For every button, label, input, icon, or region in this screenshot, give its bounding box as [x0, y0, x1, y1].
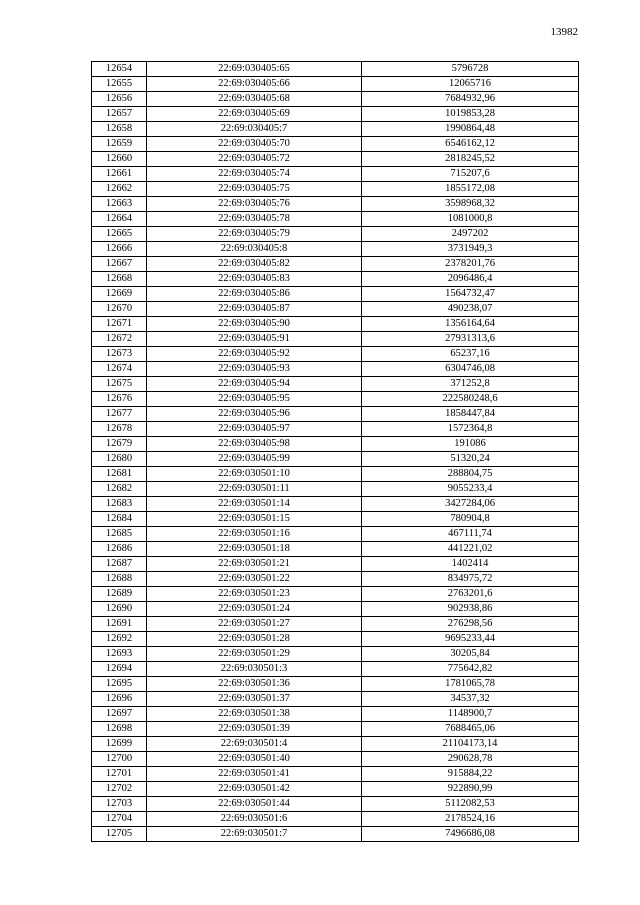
table-row: [92, 122, 579, 137]
row-number-cell: 12704: [92, 812, 147, 827]
cadastral-number-cell: 22:69:030405:82: [147, 257, 362, 272]
row-number-cell: 12694: [92, 662, 147, 677]
row-number-cell: 12705: [92, 827, 147, 842]
row-number-cell: 12697: [92, 707, 147, 722]
cadastral-number-cell: 22:69:030501:28: [147, 632, 362, 647]
value-cell: 288804,75: [362, 467, 579, 482]
value-cell: 1402414: [362, 557, 579, 572]
table-row: [92, 77, 579, 92]
cadastral-number-cell: 22:69:030501:7: [147, 827, 362, 842]
value-cell: 9055233,4: [362, 482, 579, 497]
cadastral-number-cell: 22:69:030501:42: [147, 782, 362, 797]
table-row: [92, 632, 579, 647]
value-cell: 27931313,6: [362, 332, 579, 347]
table-row: [92, 152, 579, 167]
table-row: [92, 467, 579, 482]
value-cell: 780904,8: [362, 512, 579, 527]
value-cell: 1019853,28: [362, 107, 579, 122]
value-cell: 1990864,48: [362, 122, 579, 137]
table-row: [92, 767, 579, 782]
value-cell: 1572364,8: [362, 422, 579, 437]
value-cell: 2763201,6: [362, 587, 579, 602]
table-row: [92, 287, 579, 302]
cadastral-number-cell: 22:69:030501:16: [147, 527, 362, 542]
cadastral-number-cell: 22:69:030405:96: [147, 407, 362, 422]
table-row: [92, 167, 579, 182]
table-row: [92, 272, 579, 287]
row-number-cell: 12670: [92, 302, 147, 317]
table-body: [92, 62, 579, 842]
row-number-cell: 12684: [92, 512, 147, 527]
row-number-cell: 12693: [92, 647, 147, 662]
table-row: [92, 482, 579, 497]
row-number-cell: 12662: [92, 182, 147, 197]
table-row: [92, 257, 579, 272]
table-row: [92, 452, 579, 467]
table-row: [92, 317, 579, 332]
cadastral-number-cell: 22:69:030405:98: [147, 437, 362, 452]
row-number-cell: 12658: [92, 122, 147, 137]
table-row: [92, 662, 579, 677]
row-number-cell: 12671: [92, 317, 147, 332]
row-number-cell: 12687: [92, 557, 147, 572]
value-cell: 290628,78: [362, 752, 579, 767]
row-number-cell: 12673: [92, 347, 147, 362]
value-cell: 1858447,84: [362, 407, 579, 422]
table-row: [92, 692, 579, 707]
cadastral-number-cell: 22:69:030405:66: [147, 77, 362, 92]
value-cell: 2497202: [362, 227, 579, 242]
value-cell: 3427284,06: [362, 497, 579, 512]
table-row: [92, 827, 579, 842]
row-number-cell: 12701: [92, 767, 147, 782]
cadastral-number-cell: 22:69:030405:68: [147, 92, 362, 107]
value-cell: 922890,99: [362, 782, 579, 797]
cadastral-number-cell: 22:69:030501:38: [147, 707, 362, 722]
row-number-cell: 12674: [92, 362, 147, 377]
value-cell: 6546162,12: [362, 137, 579, 152]
table-row: [92, 362, 579, 377]
row-number-cell: 12686: [92, 542, 147, 557]
value-cell: 5796728: [362, 62, 579, 77]
value-cell: 902938,86: [362, 602, 579, 617]
row-number-cell: 12661: [92, 167, 147, 182]
cadastral-number-cell: 22:69:030501:3: [147, 662, 362, 677]
cadastral-value-table: [91, 61, 579, 842]
value-cell: 467111,74: [362, 527, 579, 542]
cadastral-number-cell: 22:69:030501:27: [147, 617, 362, 632]
table-row: [92, 797, 579, 812]
table-row: [92, 182, 579, 197]
table-row: [92, 227, 579, 242]
row-number-cell: 12683: [92, 497, 147, 512]
table-row: [92, 347, 579, 362]
row-number-cell: 12680: [92, 452, 147, 467]
value-cell: 490238,07: [362, 302, 579, 317]
table-row: [92, 587, 579, 602]
value-cell: 2378201,76: [362, 257, 579, 272]
cadastral-number-cell: 22:69:030405:72: [147, 152, 362, 167]
cadastral-number-cell: 22:69:030501:14: [147, 497, 362, 512]
row-number-cell: 12657: [92, 107, 147, 122]
value-cell: 715207,6: [362, 167, 579, 182]
row-number-cell: 12700: [92, 752, 147, 767]
cadastral-number-cell: 22:69:030405:86: [147, 287, 362, 302]
row-number-cell: 12672: [92, 332, 147, 347]
row-number-cell: 12654: [92, 62, 147, 77]
cadastral-number-cell: 22:69:030501:39: [147, 722, 362, 737]
cadastral-number-cell: 22:69:030405:7: [147, 122, 362, 137]
cadastral-number-cell: 22:69:030405:8: [147, 242, 362, 257]
cadastral-number-cell: 22:69:030501:44: [147, 797, 362, 812]
table-row: [92, 422, 579, 437]
table-row: [92, 572, 579, 587]
row-number-cell: 12699: [92, 737, 147, 752]
table-row: [92, 137, 579, 152]
table-row: [92, 647, 579, 662]
cadastral-number-cell: 22:69:030405:94: [147, 377, 362, 392]
row-number-cell: 12696: [92, 692, 147, 707]
cadastral-number-cell: 22:69:030405:65: [147, 62, 362, 77]
cadastral-number-cell: 22:69:030501:40: [147, 752, 362, 767]
row-number-cell: 12678: [92, 422, 147, 437]
value-cell: 34537,32: [362, 692, 579, 707]
value-cell: 1781065,78: [362, 677, 579, 692]
row-number-cell: 12679: [92, 437, 147, 452]
value-cell: 21104173,14: [362, 737, 579, 752]
cadastral-number-cell: 22:69:030501:41: [147, 767, 362, 782]
table-row: [92, 92, 579, 107]
table-row: [92, 707, 579, 722]
value-cell: 775642,82: [362, 662, 579, 677]
row-number-cell: 12698: [92, 722, 147, 737]
page-number: 13982: [550, 26, 578, 38]
value-cell: 222580248,6: [362, 392, 579, 407]
row-number-cell: 12703: [92, 797, 147, 812]
row-number-cell: 12666: [92, 242, 147, 257]
value-cell: 441221,02: [362, 542, 579, 557]
value-cell: 7496686,08: [362, 827, 579, 842]
table-row: [92, 752, 579, 767]
value-cell: 1356164,64: [362, 317, 579, 332]
value-cell: 191086: [362, 437, 579, 452]
row-number-cell: 12663: [92, 197, 147, 212]
value-cell: 7688465,06: [362, 722, 579, 737]
table-row: [92, 512, 579, 527]
row-number-cell: 12681: [92, 467, 147, 482]
cadastral-number-cell: 22:69:030501:6: [147, 812, 362, 827]
row-number-cell: 12702: [92, 782, 147, 797]
value-cell: 1564732,47: [362, 287, 579, 302]
value-cell: 2818245,52: [362, 152, 579, 167]
table-row: [92, 812, 579, 827]
table-row: [92, 437, 579, 452]
table-row: [92, 617, 579, 632]
table-row: [92, 407, 579, 422]
cadastral-number-cell: 22:69:030501:23: [147, 587, 362, 602]
value-cell: 2178524,16: [362, 812, 579, 827]
cadastral-number-cell: 22:69:030405:93: [147, 362, 362, 377]
cadastral-number-cell: 22:69:030405:79: [147, 227, 362, 242]
cadastral-number-cell: 22:69:030501:36: [147, 677, 362, 692]
table-row: [92, 332, 579, 347]
value-cell: 51320,24: [362, 452, 579, 467]
value-cell: 371252,8: [362, 377, 579, 392]
value-cell: 5112082,53: [362, 797, 579, 812]
value-cell: 834975,72: [362, 572, 579, 587]
row-number-cell: 12695: [92, 677, 147, 692]
value-cell: 6304746,08: [362, 362, 579, 377]
row-number-cell: 12677: [92, 407, 147, 422]
row-number-cell: 12675: [92, 377, 147, 392]
table-row: [92, 377, 579, 392]
row-number-cell: 12685: [92, 527, 147, 542]
value-cell: 30205,84: [362, 647, 579, 662]
cadastral-number-cell: 22:69:030405:75: [147, 182, 362, 197]
cadastral-number-cell: 22:69:030501:11: [147, 482, 362, 497]
value-cell: 915884,22: [362, 767, 579, 782]
row-number-cell: 12665: [92, 227, 147, 242]
cadastral-number-cell: 22:69:030405:70: [147, 137, 362, 152]
cadastral-number-cell: 22:69:030501:24: [147, 602, 362, 617]
row-number-cell: 12660: [92, 152, 147, 167]
row-number-cell: 12655: [92, 77, 147, 92]
table-row: [92, 542, 579, 557]
cadastral-number-cell: 22:69:030501:37: [147, 692, 362, 707]
cadastral-number-cell: 22:69:030405:99: [147, 452, 362, 467]
table-row: [92, 197, 579, 212]
row-number-cell: 12691: [92, 617, 147, 632]
cadastral-number-cell: 22:69:030405:87: [147, 302, 362, 317]
row-number-cell: 12690: [92, 602, 147, 617]
cadastral-number-cell: 22:69:030405:76: [147, 197, 362, 212]
row-number-cell: 12692: [92, 632, 147, 647]
table-row: [92, 737, 579, 752]
value-cell: 2096486,4: [362, 272, 579, 287]
table-row: [92, 302, 579, 317]
row-number-cell: 12667: [92, 257, 147, 272]
row-number-cell: 12656: [92, 92, 147, 107]
table-row: [92, 527, 579, 542]
table-row: [92, 107, 579, 122]
table-row: [92, 722, 579, 737]
cadastral-number-cell: 22:69:030501:18: [147, 542, 362, 557]
row-number-cell: 12688: [92, 572, 147, 587]
cadastral-number-cell: 22:69:030405:69: [147, 107, 362, 122]
table-row: [92, 392, 579, 407]
cadastral-number-cell: 22:69:030405:90: [147, 317, 362, 332]
value-cell: 3598968,32: [362, 197, 579, 212]
cadastral-number-cell: 22:69:030501:15: [147, 512, 362, 527]
value-cell: 9695233,44: [362, 632, 579, 647]
row-number-cell: 12689: [92, 587, 147, 602]
table-row: [92, 212, 579, 227]
row-number-cell: 12668: [92, 272, 147, 287]
cadastral-number-cell: 22:69:030405:78: [147, 212, 362, 227]
value-cell: 1148900,7: [362, 707, 579, 722]
cadastral-number-cell: 22:69:030405:95: [147, 392, 362, 407]
row-number-cell: 12676: [92, 392, 147, 407]
value-cell: 276298,56: [362, 617, 579, 632]
cadastral-number-cell: 22:69:030501:4: [147, 737, 362, 752]
table-row: [92, 497, 579, 512]
value-cell: 3731949,3: [362, 242, 579, 257]
table-row: [92, 557, 579, 572]
row-number-cell: 12659: [92, 137, 147, 152]
value-cell: 7684932,96: [362, 92, 579, 107]
cadastral-number-cell: 22:69:030501:22: [147, 572, 362, 587]
value-cell: 1081000,8: [362, 212, 579, 227]
table-row: [92, 602, 579, 617]
cadastral-number-cell: 22:69:030501:21: [147, 557, 362, 572]
table-row: [92, 782, 579, 797]
cadastral-number-cell: 22:69:030405:97: [147, 422, 362, 437]
value-cell: 12065716: [362, 77, 579, 92]
cadastral-number-cell: 22:69:030405:92: [147, 347, 362, 362]
cadastral-number-cell: 22:69:030405:74: [147, 167, 362, 182]
cadastral-number-cell: 22:69:030405:91: [147, 332, 362, 347]
cadastral-number-cell: 22:69:030405:83: [147, 272, 362, 287]
cadastral-number-cell: 22:69:030501:10: [147, 467, 362, 482]
value-cell: 65237,16: [362, 347, 579, 362]
table-row: [92, 62, 579, 77]
cadastral-number-cell: 22:69:030501:29: [147, 647, 362, 662]
row-number-cell: 12682: [92, 482, 147, 497]
value-cell: 1855172,08: [362, 182, 579, 197]
table-row: [92, 242, 579, 257]
row-number-cell: 12664: [92, 212, 147, 227]
table-row: [92, 677, 579, 692]
row-number-cell: 12669: [92, 287, 147, 302]
